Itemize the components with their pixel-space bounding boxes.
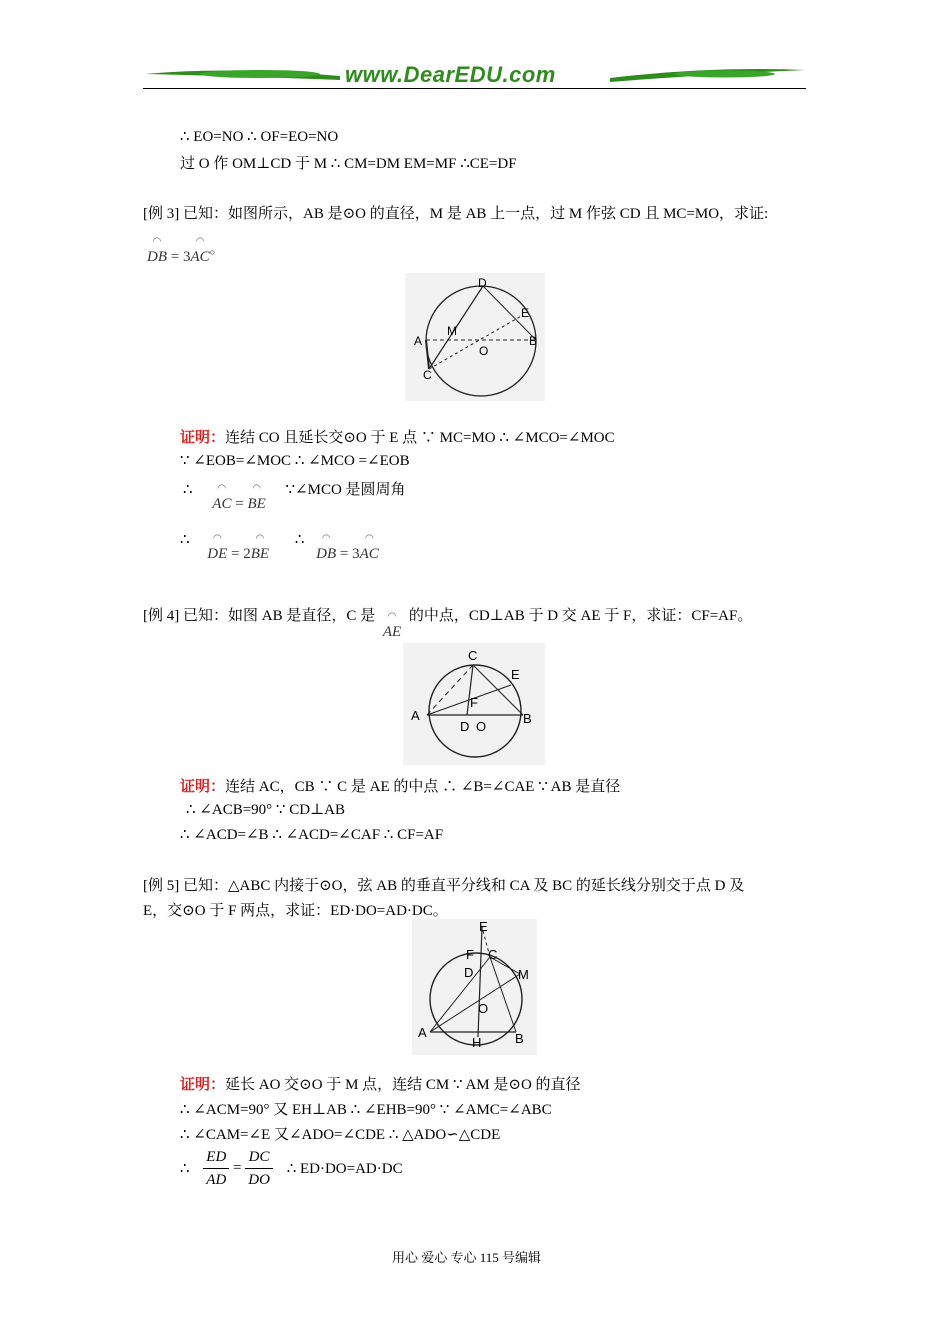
ex4-title-a: [例 4] 已知：如图 AB 是直径，C 是 (143, 608, 376, 624)
ex5-proof-label: 证明： (180, 1077, 226, 1093)
ex3-label-m: M (447, 324, 457, 338)
ex4-diagram (403, 643, 545, 765)
ex5-proof-4 (180, 1146, 403, 1191)
ex3-proof-4-math-a (207, 546, 269, 563)
ex3-proof-3-eq: = (231, 496, 248, 512)
ex4-label-o: O (476, 719, 487, 734)
ex3-proof-2: ∵ ∠EOB=∠MOC ∴ ∠MCO =∠EOB (180, 453, 410, 469)
ex3-goal-eq: = 3 (167, 249, 191, 265)
ex5-label-h: H (472, 1035, 482, 1050)
ex4-label-b: B (523, 711, 532, 726)
ex3-proof-3-math (212, 496, 265, 513)
line-2: 过 O 作 OM⊥CD 于 M ∴ CM=DM EM=MF ∴CE=DF (180, 156, 517, 172)
ex3-proof-4-therefore-2: ∴ (294, 532, 305, 548)
ex3-label-b: B (529, 334, 538, 348)
ex5-title-2: E，交⊙O 于 F 两点，求证：ED·DO=AD·DC。 (143, 903, 448, 919)
ex5-frac-1-den: AD (206, 1172, 227, 1188)
ex4-proof-1-text: 连结 AC，CB ∵ C 是 AE 的中点 ∴ ∠B=∠CAE ∵ AB 是直径 (225, 779, 621, 795)
ex5-frac-1 (203, 1146, 229, 1191)
ex3-arc-de: ◠ DE (207, 546, 227, 563)
ex5-label-o: O (478, 1001, 489, 1016)
ex5-label-b: B (515, 1031, 524, 1046)
ex5-frac-2-den: DO (248, 1172, 270, 1188)
ex5-label-m: M (518, 967, 529, 982)
ex3-proof-label: 证明： (180, 430, 226, 446)
ex3-label-c: C (423, 368, 432, 382)
ex4-label-a: A (411, 708, 420, 723)
ex3-arc-be: ◠ BE (247, 496, 265, 513)
ex4-figure (403, 643, 545, 765)
ex3-proof-4 (180, 530, 379, 562)
ex3-proof-4-therefore: ∴ (180, 532, 190, 548)
ex3-arc-db: ◠ DB (316, 546, 336, 563)
ex5-proof-3: ∴ ∠CAM=∠E 又∠ADO=∠CDE ∴ △ADO∽△CDE (180, 1127, 501, 1143)
ex5-proof-4-conclusion: ∴ ED·DO=AD·DC (286, 1161, 403, 1177)
ex4-proof-1 (180, 775, 620, 796)
ex5-proof-1 (180, 1073, 581, 1094)
ex5-frac-2-num: DC (245, 1146, 273, 1169)
ex5-proof-2: ∴ ∠ACM=90° 又 EH⊥AB ∴ ∠EHB=90° ∵ ∠AMC=∠ABC (180, 1102, 552, 1118)
ex5-frac-eq: = (233, 1160, 242, 1176)
ex3-label-d: D (478, 276, 487, 290)
ex4-title-arc-wrap (383, 624, 401, 641)
ex3-proof-3-therefore: ∴ (183, 482, 193, 498)
ex5-label-d: D (464, 965, 474, 980)
ex3-title: [例 3] 已知：如图所示，AB 是⊙O 的直径，M 是 AB 上一点，过 M 作弦 CD 且 MC=MO，求证: (143, 206, 769, 222)
ex5-frac-1-num: ED (203, 1146, 229, 1169)
ex3-label-e: E (521, 306, 530, 320)
ex3-proof-4-math-b (316, 546, 379, 563)
ex4-proof-label: 证明： (180, 779, 226, 795)
ex3-goal-arc-db: ◠ DB (147, 249, 167, 266)
ex3-label-o: O (479, 344, 489, 358)
ex4-proof-2: ∴ ∠ACB=90° ∵ CD⊥AB (186, 802, 345, 818)
ex4-title-arc: ◠ AE (383, 624, 401, 641)
ex5-diagram (412, 919, 537, 1055)
header-site: www.DearEDU.com (345, 62, 556, 87)
ex3-arc-ac-2: ◠ AC (360, 546, 379, 563)
ex4-label-d: D (460, 719, 470, 734)
ex5-frac-2 (245, 1146, 273, 1191)
ex3-arc-be-2: ◠ BE (251, 546, 269, 563)
ex3-arc-ac: ◠ AC (212, 496, 231, 513)
ex4-label-c: C (468, 648, 478, 663)
ex3-proof-1 (180, 426, 615, 447)
ex3-goal-arc-ac: ◠ AC (190, 249, 209, 266)
ex5-label-c: C (488, 947, 498, 962)
ex3-label-a: A (414, 334, 423, 348)
ex3-proof-1-text: 连结 CO 且延长交⊙O 于 E 点 ∵ MC=MO ∴ ∠MCO=∠MOC (225, 430, 615, 446)
ex5-title-1: [例 5] 已知：△ABC 内接于⊙O，弦 AB 的垂直平分线和 CA 及 BC 的延长线分别交于点 D 及 (143, 878, 745, 894)
ex5-label-e: E (479, 919, 488, 934)
ex3-goal (147, 241, 225, 266)
ex3-proof-4-eq2: = 3 (336, 546, 360, 562)
ex4-proof-3: ∴ ∠ACD=∠B ∴ ∠ACD=∠CAF ∴ CF=AF (180, 827, 444, 843)
ex3-figure (405, 273, 545, 401)
ex4-label-e: E (511, 667, 520, 682)
ex5-proof-4-therefore: ∴ (180, 1161, 190, 1177)
ex3-proof-3-reason: ∵∠MCO 是圆周角 (285, 482, 406, 498)
ex3-proof-4-eq1: = 2 (227, 546, 251, 562)
ex3-proof-3 (183, 478, 406, 512)
footer-text: 用心 爱心 专心 115 号编辑 (392, 1250, 542, 1265)
ex4-title (143, 604, 753, 640)
ex5-label-a: A (418, 1025, 427, 1040)
ex5-label-f: F (466, 947, 474, 962)
ex5-figure (412, 919, 537, 1055)
ex5-proof-1-text: 延长 AO 交⊙O 于 M 点，连结 CM ∵ AM 是⊙O 的直径 (225, 1077, 581, 1093)
ex4-label-f: F (470, 695, 478, 710)
header-rule (143, 88, 806, 89)
ex4-title-b: 的中点，CD⊥AB 于 D 交 AE 于 F，求证：CF=AF。 (408, 608, 753, 624)
ex3-diagram (405, 273, 545, 401)
ex3-goal-end: 。 (209, 241, 225, 257)
line-1: ∴ EO=NO ∴ OF=EO=NO (180, 129, 339, 145)
